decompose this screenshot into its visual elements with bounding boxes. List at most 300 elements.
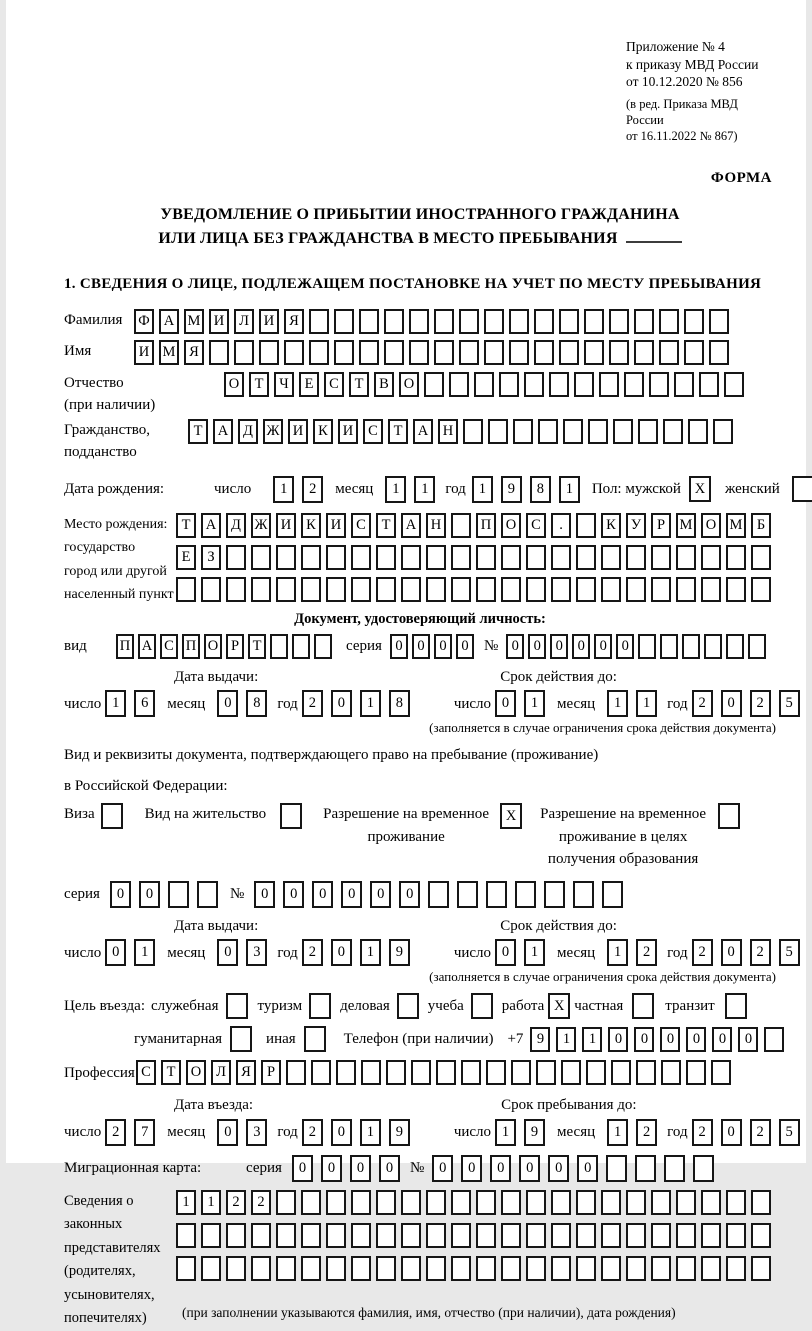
cell[interactable]: [259, 340, 279, 365]
cell[interactable]: [764, 1027, 784, 1052]
cell[interactable]: [376, 1190, 396, 1215]
cell[interactable]: [476, 1256, 496, 1281]
cell[interactable]: [609, 340, 629, 365]
cell[interactable]: 0: [432, 1155, 453, 1182]
cell[interactable]: X: [548, 993, 570, 1019]
cell[interactable]: С: [324, 372, 344, 397]
cell[interactable]: [251, 1256, 271, 1281]
cell[interactable]: [601, 1256, 621, 1281]
cell[interactable]: [401, 545, 421, 570]
cell[interactable]: [280, 803, 302, 829]
rvp-valid-year-cells[interactable]: [692, 939, 800, 966]
cell[interactable]: [226, 1256, 246, 1281]
cell[interactable]: [699, 372, 719, 397]
cell[interactable]: [676, 1223, 696, 1248]
cell[interactable]: 0: [721, 690, 742, 717]
cell[interactable]: Р: [651, 513, 671, 538]
purpose-opt9-checkbox[interactable]: [304, 1026, 326, 1052]
cell[interactable]: Н: [438, 419, 458, 444]
cell[interactable]: [638, 419, 658, 444]
cell[interactable]: 0: [572, 634, 590, 659]
cell[interactable]: Я: [236, 1060, 256, 1085]
doc-issue-day-cells[interactable]: [105, 690, 155, 717]
cell[interactable]: [449, 372, 469, 397]
cell[interactable]: [301, 1190, 321, 1215]
cell[interactable]: [376, 577, 396, 602]
cell[interactable]: Е: [299, 372, 319, 397]
cell[interactable]: И: [338, 419, 358, 444]
cell[interactable]: [411, 1060, 431, 1085]
cell[interactable]: 0: [721, 1119, 742, 1146]
cell[interactable]: О: [701, 513, 721, 538]
cell[interactable]: [176, 1223, 196, 1248]
cell[interactable]: [576, 545, 596, 570]
cell[interactable]: [526, 1223, 546, 1248]
rvp-valid-day-cells[interactable]: [495, 939, 545, 966]
cell[interactable]: [684, 340, 704, 365]
cell[interactable]: [463, 419, 483, 444]
cell[interactable]: [201, 1223, 221, 1248]
cell[interactable]: [551, 577, 571, 602]
cell[interactable]: [526, 545, 546, 570]
cell[interactable]: 0: [331, 1119, 352, 1146]
cell[interactable]: [501, 1190, 521, 1215]
cell[interactable]: [401, 1256, 421, 1281]
cell[interactable]: М: [159, 340, 179, 365]
cell[interactable]: [599, 372, 619, 397]
cell[interactable]: [484, 309, 504, 334]
cell[interactable]: 1: [134, 939, 155, 966]
rvp-seriya-cells[interactable]: [110, 881, 218, 908]
cell[interactable]: [536, 1060, 556, 1085]
representatives-row3-cells[interactable]: [176, 1256, 771, 1281]
cell[interactable]: 3: [246, 939, 267, 966]
cell[interactable]: [576, 1223, 596, 1248]
cell[interactable]: [351, 577, 371, 602]
cell[interactable]: 0: [686, 1027, 706, 1052]
cell[interactable]: [451, 1256, 471, 1281]
cell[interactable]: [234, 340, 254, 365]
visa-checkbox[interactable]: [101, 803, 123, 829]
cell[interactable]: [311, 1060, 331, 1085]
cell[interactable]: [576, 1190, 596, 1215]
cell[interactable]: [409, 340, 429, 365]
cell[interactable]: [451, 1190, 471, 1215]
cell[interactable]: 0: [660, 1027, 680, 1052]
cell[interactable]: [674, 372, 694, 397]
cell[interactable]: [701, 1190, 721, 1215]
cell[interactable]: К: [313, 419, 333, 444]
cell[interactable]: [634, 340, 654, 365]
cell[interactable]: [230, 1026, 252, 1052]
cell[interactable]: [451, 1223, 471, 1248]
cell[interactable]: [709, 340, 729, 365]
cell[interactable]: С: [160, 634, 178, 659]
cell[interactable]: [515, 881, 536, 908]
purpose-opt5-checkbox[interactable]: [548, 993, 570, 1019]
cell[interactable]: 8: [389, 690, 410, 717]
cell[interactable]: [436, 1060, 456, 1085]
cell[interactable]: [626, 1223, 646, 1248]
cell[interactable]: [276, 577, 296, 602]
cell[interactable]: [426, 577, 446, 602]
cell[interactable]: [659, 309, 679, 334]
cell[interactable]: 1: [414, 476, 435, 503]
cell[interactable]: [524, 372, 544, 397]
cell[interactable]: [534, 309, 554, 334]
cell[interactable]: [351, 1223, 371, 1248]
birth-year-cells[interactable]: [472, 476, 580, 503]
rvp-issue-month-cells[interactable]: [217, 939, 267, 966]
migration-seriya-cells[interactable]: [292, 1155, 400, 1182]
cell[interactable]: С: [363, 419, 383, 444]
cell[interactable]: [561, 1060, 581, 1085]
cell[interactable]: [626, 545, 646, 570]
cell[interactable]: 7: [134, 1119, 155, 1146]
cell[interactable]: X: [689, 476, 711, 502]
cell[interactable]: [434, 309, 454, 334]
cell[interactable]: 0: [634, 1027, 654, 1052]
cell[interactable]: [711, 1060, 731, 1085]
cell[interactable]: 0: [283, 881, 304, 908]
cell[interactable]: [513, 419, 533, 444]
cell[interactable]: [718, 803, 740, 829]
cell[interactable]: [226, 993, 248, 1019]
given-name-cells[interactable]: [134, 340, 729, 365]
cell[interactable]: [376, 1256, 396, 1281]
cell[interactable]: [713, 419, 733, 444]
cell[interactable]: [226, 545, 246, 570]
profession-cells[interactable]: [136, 1060, 731, 1085]
cell[interactable]: [351, 1190, 371, 1215]
birth-month-cells[interactable]: [385, 476, 435, 503]
cell[interactable]: [509, 309, 529, 334]
cell[interactable]: [726, 545, 746, 570]
cell[interactable]: [326, 545, 346, 570]
cell[interactable]: [351, 1256, 371, 1281]
stay-year-cells[interactable]: [692, 1119, 800, 1146]
cell[interactable]: [709, 309, 729, 334]
cell[interactable]: [751, 1190, 771, 1215]
cell[interactable]: [660, 634, 678, 659]
cell[interactable]: 0: [350, 1155, 371, 1182]
cell[interactable]: 0: [321, 1155, 342, 1182]
doc-seriya-cells[interactable]: [390, 634, 474, 659]
cell[interactable]: И: [259, 309, 279, 334]
cell[interactable]: [486, 1060, 506, 1085]
cell[interactable]: [726, 1190, 746, 1215]
cell[interactable]: [359, 309, 379, 334]
cell[interactable]: [309, 993, 331, 1019]
cell[interactable]: 0: [434, 634, 452, 659]
cell[interactable]: X: [500, 803, 522, 829]
birth-place-row1-cells[interactable]: [176, 513, 771, 538]
cell[interactable]: С: [526, 513, 546, 538]
cell[interactable]: [326, 1256, 346, 1281]
cell[interactable]: 2: [226, 1190, 246, 1215]
cell[interactable]: [409, 309, 429, 334]
cell[interactable]: [326, 577, 346, 602]
cell[interactable]: 1: [360, 690, 381, 717]
cell[interactable]: [384, 309, 404, 334]
cell[interactable]: [101, 803, 123, 829]
cell[interactable]: 1: [636, 690, 657, 717]
cell[interactable]: 1: [360, 1119, 381, 1146]
cell[interactable]: [584, 340, 604, 365]
cell[interactable]: 9: [389, 939, 410, 966]
cell[interactable]: [251, 1223, 271, 1248]
cell[interactable]: [606, 1155, 627, 1182]
cell[interactable]: Т: [349, 372, 369, 397]
cell[interactable]: [486, 881, 507, 908]
cell[interactable]: [376, 545, 396, 570]
cell[interactable]: 2: [750, 690, 771, 717]
rvp-checkbox[interactable]: [500, 803, 522, 829]
cell[interactable]: 0: [738, 1027, 758, 1052]
entry-month-cells[interactable]: [217, 1119, 267, 1146]
cell[interactable]: [686, 1060, 706, 1085]
cell[interactable]: [701, 1223, 721, 1248]
cell[interactable]: [624, 372, 644, 397]
cell[interactable]: [684, 309, 704, 334]
stay-day-cells[interactable]: [495, 1119, 545, 1146]
cell[interactable]: [226, 1223, 246, 1248]
cell[interactable]: [726, 1256, 746, 1281]
entry-year-cells[interactable]: [302, 1119, 410, 1146]
cell[interactable]: [632, 993, 654, 1019]
doc-number-cells[interactable]: [506, 634, 766, 659]
cell[interactable]: Т: [176, 513, 196, 538]
cell[interactable]: П: [476, 513, 496, 538]
cell[interactable]: [651, 1190, 671, 1215]
cell[interactable]: 5: [779, 1119, 800, 1146]
representatives-row1-cells[interactable]: [176, 1190, 771, 1215]
cell[interactable]: Я: [184, 340, 204, 365]
cell[interactable]: [701, 577, 721, 602]
cell[interactable]: Ж: [251, 513, 271, 538]
cell[interactable]: [549, 372, 569, 397]
cell[interactable]: 0: [506, 634, 524, 659]
cell[interactable]: [573, 881, 594, 908]
cell[interactable]: Е: [176, 545, 196, 570]
cell[interactable]: [576, 577, 596, 602]
cell[interactable]: [726, 1223, 746, 1248]
purpose-opt4-checkbox[interactable]: [471, 993, 493, 1019]
cell[interactable]: 1: [607, 939, 628, 966]
cell[interactable]: [251, 545, 271, 570]
purpose-opt8-checkbox[interactable]: [230, 1026, 252, 1052]
cell[interactable]: Д: [238, 419, 258, 444]
cell[interactable]: Л: [234, 309, 254, 334]
cell[interactable]: [638, 634, 656, 659]
cell[interactable]: [649, 372, 669, 397]
cell[interactable]: А: [201, 513, 221, 538]
cell[interactable]: 8: [530, 476, 551, 503]
cell[interactable]: Т: [248, 634, 266, 659]
doc-kind-cells[interactable]: [116, 634, 332, 659]
cell[interactable]: 0: [548, 1155, 569, 1182]
cell[interactable]: О: [399, 372, 419, 397]
cell[interactable]: Т: [188, 419, 208, 444]
cell[interactable]: [511, 1060, 531, 1085]
cell[interactable]: [601, 1190, 621, 1215]
cell[interactable]: [526, 1190, 546, 1215]
cell[interactable]: [651, 545, 671, 570]
cell[interactable]: [474, 372, 494, 397]
cell[interactable]: [484, 340, 504, 365]
cell[interactable]: [401, 1223, 421, 1248]
cell[interactable]: 5: [779, 690, 800, 717]
cell[interactable]: [682, 634, 700, 659]
cell[interactable]: [301, 545, 321, 570]
cell[interactable]: 2: [302, 476, 323, 503]
doc-issue-month-cells[interactable]: [217, 690, 267, 717]
cell[interactable]: 0: [379, 1155, 400, 1182]
cell[interactable]: [426, 1223, 446, 1248]
cell[interactable]: 0: [390, 634, 408, 659]
cell[interactable]: [176, 1256, 196, 1281]
cell[interactable]: [434, 340, 454, 365]
purpose-opt2-checkbox[interactable]: [309, 993, 331, 1019]
cell[interactable]: [397, 993, 419, 1019]
cell[interactable]: [270, 634, 288, 659]
cell[interactable]: [534, 340, 554, 365]
cell[interactable]: [501, 545, 521, 570]
cell[interactable]: [201, 577, 221, 602]
cell[interactable]: Я: [284, 309, 304, 334]
cell[interactable]: [471, 993, 493, 1019]
cell[interactable]: 1: [607, 690, 628, 717]
sex-male-checkbox[interactable]: [689, 476, 711, 502]
cell[interactable]: Т: [249, 372, 269, 397]
doc-valid-day-cells[interactable]: [495, 690, 545, 717]
cell[interactable]: 1: [385, 476, 406, 503]
cell[interactable]: 0: [456, 634, 474, 659]
cell[interactable]: [611, 1060, 631, 1085]
birth-day-cells[interactable]: [273, 476, 323, 503]
rvpo-checkbox[interactable]: [718, 803, 740, 829]
cell[interactable]: [476, 1190, 496, 1215]
purpose-opt3-checkbox[interactable]: [397, 993, 419, 1019]
cell[interactable]: [544, 881, 565, 908]
cell[interactable]: [501, 1223, 521, 1248]
cell[interactable]: [168, 881, 189, 908]
cell[interactable]: 0: [721, 939, 742, 966]
cell[interactable]: 2: [302, 1119, 323, 1146]
cell[interactable]: [664, 1155, 685, 1182]
cell[interactable]: М: [184, 309, 204, 334]
cell[interactable]: О: [204, 634, 222, 659]
vnj-checkbox[interactable]: [280, 803, 302, 829]
cell[interactable]: [351, 545, 371, 570]
cell[interactable]: Л: [211, 1060, 231, 1085]
cell[interactable]: [663, 419, 683, 444]
cell[interactable]: [659, 340, 679, 365]
cell[interactable]: 2: [302, 690, 323, 717]
cell[interactable]: Д: [226, 513, 246, 538]
cell[interactable]: 2: [636, 1119, 657, 1146]
cell[interactable]: А: [213, 419, 233, 444]
cell[interactable]: [551, 1256, 571, 1281]
cell[interactable]: 0: [461, 1155, 482, 1182]
cell[interactable]: 0: [495, 939, 516, 966]
cell[interactable]: [251, 577, 271, 602]
cell[interactable]: [676, 577, 696, 602]
cell[interactable]: Р: [261, 1060, 281, 1085]
cell[interactable]: [751, 545, 771, 570]
cell[interactable]: [602, 881, 623, 908]
cell[interactable]: [197, 881, 218, 908]
cell[interactable]: 0: [217, 939, 238, 966]
cell[interactable]: 0: [331, 690, 352, 717]
cell[interactable]: 9: [389, 1119, 410, 1146]
cell[interactable]: 2: [105, 1119, 126, 1146]
cell[interactable]: Т: [376, 513, 396, 538]
cell[interactable]: 0: [577, 1155, 598, 1182]
cell[interactable]: [676, 1256, 696, 1281]
cell[interactable]: [626, 1190, 646, 1215]
cell[interactable]: [559, 340, 579, 365]
cell[interactable]: А: [159, 309, 179, 334]
cell[interactable]: Ф: [134, 309, 154, 334]
phone-cells[interactable]: [530, 1027, 784, 1052]
cell[interactable]: [526, 1256, 546, 1281]
cell[interactable]: 2: [251, 1190, 271, 1215]
cell[interactable]: [426, 545, 446, 570]
cell[interactable]: [586, 1060, 606, 1085]
cell[interactable]: [292, 634, 310, 659]
cell[interactable]: П: [182, 634, 200, 659]
cell[interactable]: 0: [594, 634, 612, 659]
cell[interactable]: [588, 419, 608, 444]
cell[interactable]: [609, 309, 629, 334]
cell[interactable]: [693, 1155, 714, 1182]
cell[interactable]: [428, 881, 449, 908]
cell[interactable]: [361, 1060, 381, 1085]
cell[interactable]: 0: [495, 690, 516, 717]
patronymic-cells[interactable]: [224, 372, 744, 397]
cell[interactable]: [499, 372, 519, 397]
cell[interactable]: [601, 545, 621, 570]
cell[interactable]: [201, 1256, 221, 1281]
cell[interactable]: [651, 1223, 671, 1248]
cell[interactable]: 1: [472, 476, 493, 503]
cell[interactable]: [636, 1060, 656, 1085]
cell[interactable]: [336, 1060, 356, 1085]
cell[interactable]: [651, 1256, 671, 1281]
cell[interactable]: 0: [110, 881, 131, 908]
cell[interactable]: [226, 577, 246, 602]
cell[interactable]: 8: [246, 690, 267, 717]
cell[interactable]: 1: [556, 1027, 576, 1052]
cell[interactable]: 0: [217, 690, 238, 717]
cell[interactable]: 1: [105, 690, 126, 717]
cell[interactable]: [724, 372, 744, 397]
cell[interactable]: [459, 309, 479, 334]
cell[interactable]: [451, 577, 471, 602]
cell[interactable]: [284, 340, 304, 365]
cell[interactable]: 0: [712, 1027, 732, 1052]
cell[interactable]: [601, 577, 621, 602]
cell[interactable]: [209, 340, 229, 365]
cell[interactable]: [304, 1026, 326, 1052]
cell[interactable]: [576, 1256, 596, 1281]
cell[interactable]: 2: [692, 1119, 713, 1146]
cell[interactable]: С: [351, 513, 371, 538]
cell[interactable]: [526, 577, 546, 602]
cell[interactable]: [661, 1060, 681, 1085]
migration-number-cells[interactable]: [432, 1155, 714, 1182]
